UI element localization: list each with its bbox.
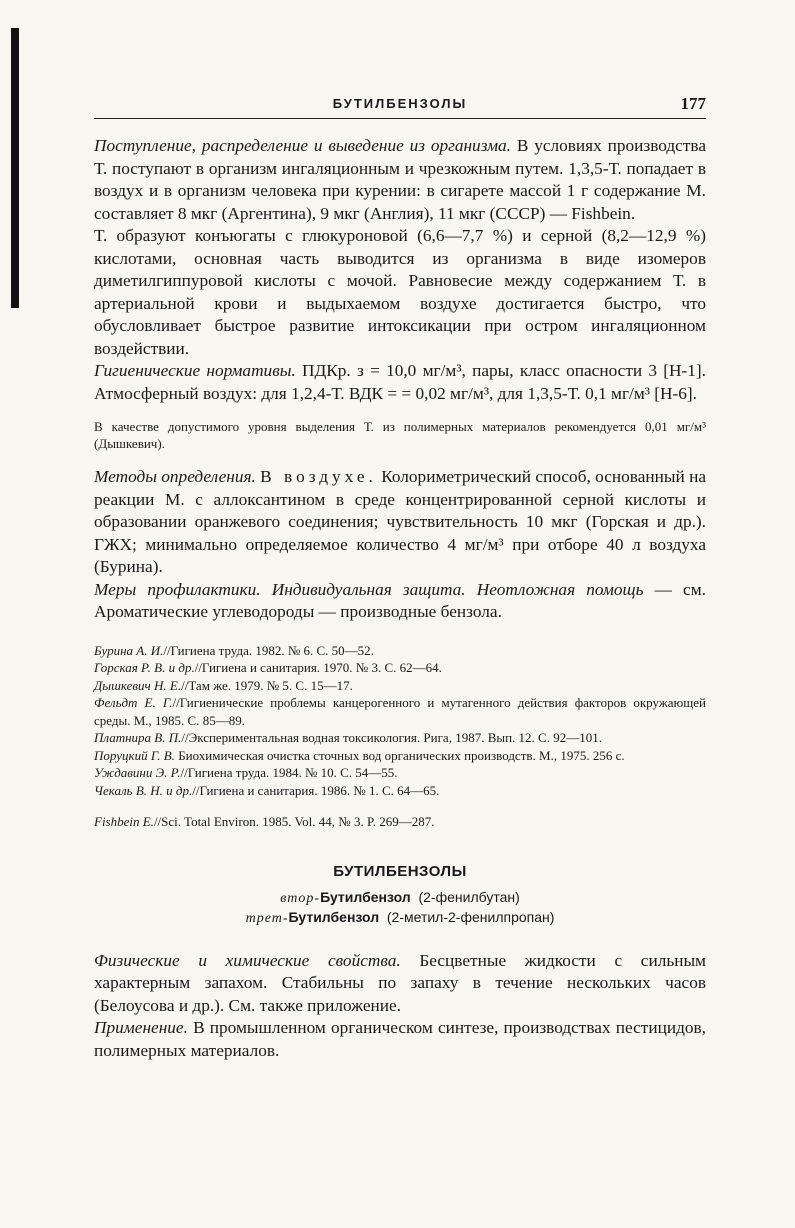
- reference-item: Чекаль В. Н. и др.//Гигиена и санитария. 1986. № 1. С. 64—65.: [94, 782, 440, 798]
- page-number: 177: [680, 94, 706, 113]
- reference-item: Горская Р. В. и др.//Гигиена и санитария. 1970. № 3. С. 62—64.: [94, 660, 442, 675]
- norms-text: ПДКр. з = 10,0 мг/м³, пары, класс опасности 3 [Н-1]. Атмосферный воздух: для 1,2,4-Т. ВДК = = 0,02 мг/м³, для 1,3,5-Т. 0,1 мг/м³ [Н-6].: [94, 361, 707, 403]
- reference-item: Поруцкий Г. В. Биохимическая очистка сточных вод органических производств. М., 1975. 256 с.: [94, 747, 625, 763]
- conjugation-paragraph: Т. образуют конъюгаты с глюкуроновой (6,6—7,7 %) и серной (8,2—12,9 %) кислотами, основная часть выводится из организма в виде изомеров диметилгиппуровой кислоты с мочой. Равновесие между содержанием Т. в артериальной крови и выдыхаемом воздухе достигается быстро, что обусловливает быстрое развитие интоксикации при остром ингаляционном воздействии.: [94, 226, 706, 358]
- section-title: БУТИЛБЕНЗОЛЫ: [333, 862, 467, 880]
- application-lead: Применение.: [94, 1018, 188, 1037]
- intake-text: В условиях производства Т. поступают в организм ингаляционным и чрезкожным путем. 1,3,5-Т. попадает в воздух и в организм человека при курении: в сигарете массой 1 г содержание М. составляет 8 мкг (Аргентина), 9 мкг (Англия), 11 мкг (СССР) — Fishbein.: [94, 136, 706, 223]
- prevention-text: — см. Ароматические углеводороды — производные бензола.: [94, 579, 706, 621]
- prevention-paragraph: [94, 579, 706, 624]
- foreign-reference: Fishbein E.//Sci. Total Environ. 1985. Vol. 44, № 3. P. 269—287.: [94, 814, 435, 829]
- methods-paragraph: [94, 466, 706, 579]
- reference-item: Фельдт Е. Г.//Гигиенические проблемы канцерогенного и мутагенного действия факторов окружающей среды. М., 1985. С. 85—89.: [94, 695, 706, 728]
- intake-paragraph: [94, 135, 706, 225]
- book-page: [94, 92, 706, 1062]
- reference-list: [94, 642, 706, 800]
- properties-paragraph: [94, 950, 706, 1018]
- reference-item: Уждавини Э. Р.//Гигиена труда. 1984. № 10. С. 54—55.: [94, 765, 398, 780]
- synonym-list: [94, 888, 706, 928]
- running-title: БУТИЛБЕНЗОЛЫ: [332, 96, 468, 111]
- prevention-lead: Меры профилактики. Индивидуальная защита. Неотложная помощь: [94, 579, 644, 599]
- reference-item: Платнира В. П.//Экспериментальная водная токсикология. Рига, 1987. Вып. 12. С. 92—101.: [94, 730, 602, 745]
- synonym-line: втор-Бутилбензол (2-фенилбутан): [280, 888, 520, 906]
- methods-text: Колориметрический способ, основанный на реакции М. с аллоксантином в среде концентрированной серной кислоты и образовании оранжевого соединения; чувствительность 10 мкг (Горская и др.). ГЖХ; минимально определяемое количество 4 мг/м³ при отборе 40 л воздуха (Бурина).: [94, 467, 706, 576]
- methods-lead: Методы определения.: [94, 467, 256, 486]
- properties-text: Бесцветные жидкости с сильным характерным запахом. Стабильны по запаху в течение нескольких часов (Белоусова и др.). См. также приложение.: [94, 950, 706, 1015]
- scan-edge-mark: [11, 28, 19, 308]
- reference-item: Дышкевич Н. Е.//Там же. 1979. № 5. С. 15—17.: [94, 677, 353, 693]
- intake-lead: Поступление, распределение и выведение из организма.: [94, 136, 511, 155]
- synonym-line: трет-Бутилбензол (2-метил-2-фенилпропан): [245, 908, 555, 926]
- permissible-level-note: В качестве допустимого уровня выделения Т. из полимерных материалов рекомендуется 0,01 мг/м³ (Дышкевич).: [94, 419, 706, 451]
- page-header: [94, 92, 706, 119]
- methods-air-label: В воздухе.: [260, 467, 377, 486]
- norms-lead: Гигиенические нормативы.: [94, 361, 296, 380]
- application-text: В промышленном органическом синтезе, производствах пестицидов, полимерных материалов.: [94, 1018, 706, 1060]
- reference-item: Бурина А. И.//Гигиена труда. 1982. № 6. С. 50—52.: [94, 642, 374, 658]
- application-paragraph: [94, 1017, 706, 1062]
- norms-paragraph: [94, 360, 706, 405]
- properties-lead: Физические и химические свойства.: [94, 950, 401, 970]
